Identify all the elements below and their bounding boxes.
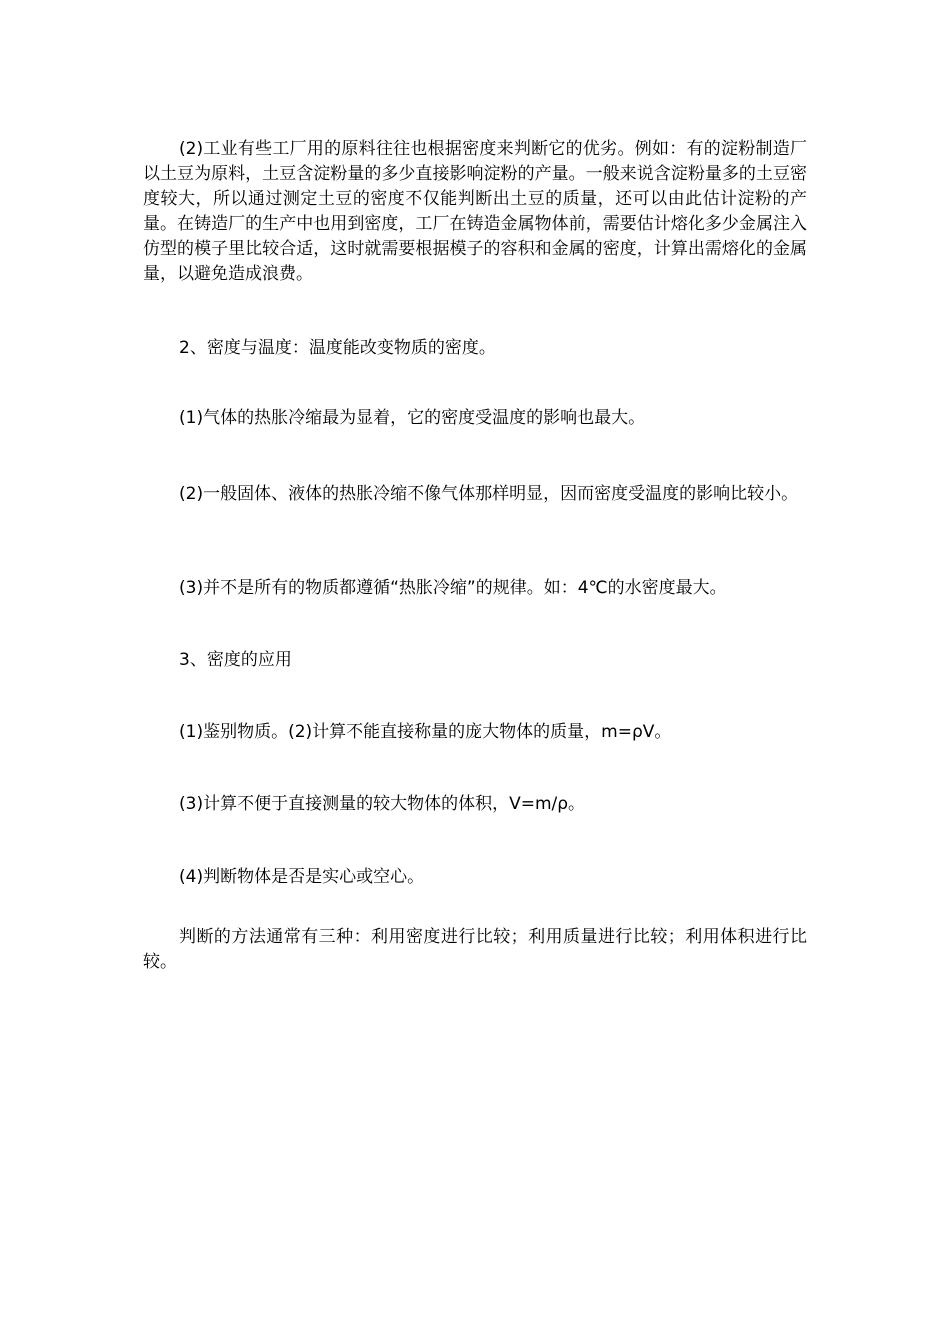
paragraph-density-applications: 3、密度的应用 (179, 650, 292, 670)
paragraph-gas-expansion: (1)气体的热胀冷缩最为显着，它的密度受温度的影响也最大。 (179, 408, 646, 428)
paragraph-water-exception: (3)并不是所有的物质都遵循“热胀冷缩”的规律。如：4℃的水密度最大。 (179, 578, 727, 598)
paragraph-industrial-density: (2)工业有些工厂用的原料往往也根据密度来判断它的优劣。例如：有的淀粉制造厂以土豆为原料，土豆含淀粉量的多少直接影响淀粉的产量。一般来说含淀粉量多的土豆密度较大，所以通过测定土豆的密度不仅能判断出土豆的质量，还可以由此估计淀粉的产量。在铸造厂的生产中也用到密度，工厂在铸造金属物体前，需要估计熔化多少金属注入仿型的模子里比较合适，这时就需要根据模子的容积和金属的密度，计算出需熔化的金属量，以避免造成浪费。 (143, 139, 807, 284)
paragraph-volume-calculation: (3)计算不便于直接测量的较大物体的体积，V=m/ρ。 (179, 794, 586, 814)
paragraph-solid-liquid-expansion: (2)一般固体、液体的热胀冷缩不像气体那样明显，因而密度受温度的影响比较小。 (179, 484, 799, 504)
paragraph-solid-hollow: (4)判断物体是否是实心或空心。 (179, 867, 425, 887)
paragraph-identify-mass: (1)鉴别物质。(2)计算不能直接称量的庞大物体的质量，m=ρV。 (179, 722, 672, 742)
paragraph-density-temperature: 2、密度与温度：温度能改变物质的密度。 (179, 338, 496, 358)
paragraph-comparison-methods: 判断的方法通常有三种：利用密度进行比较；利用质量进行比较；利用体积进行比较。 (143, 927, 807, 972)
